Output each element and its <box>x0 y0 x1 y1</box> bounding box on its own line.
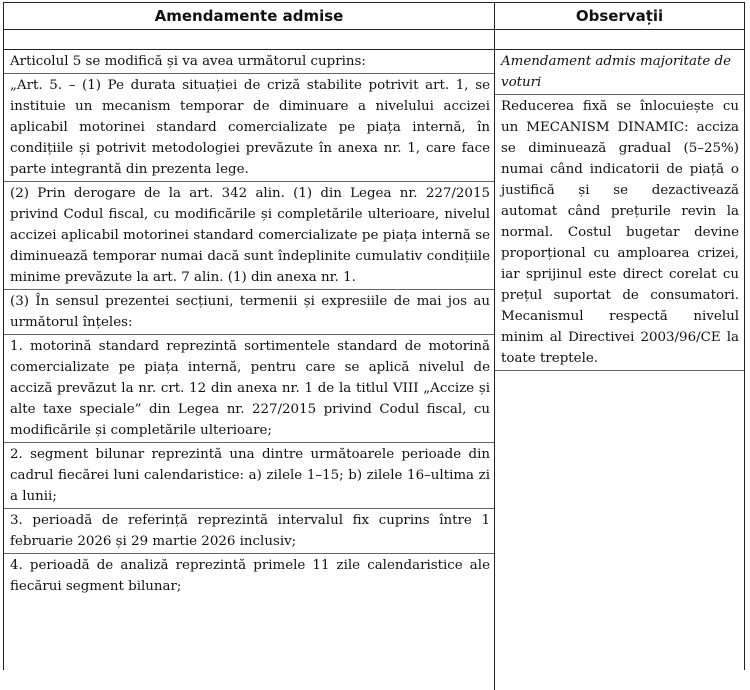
definition-1: 1. motorină standard reprezintă sortimentele standard de motorină comercializate pe piața internă, pentru care se aplică nivelul de acciză prevăzut la nr. crt. 12 din anexa nr. 1 de la titlul VIII „Accize și alte taxe speciale” din Legea nr. 227/2015 privind Codul fiscal, cu modificările și completările ulterioare; <box>4 335 494 443</box>
header-amendments: Amendamente admise <box>4 3 495 30</box>
amendments-table <box>3 2 745 670</box>
definition-3: 3. perioadă de referință reprezintă intervalul fix cuprins între 1 februarie 2026 și 29 martie 2026 inclusiv; <box>4 509 494 554</box>
amendments-column <box>4 50 495 690</box>
amendment-intro: Articolul 5 se modifică și va avea următorul cuprins: <box>4 50 494 74</box>
observation-status: Amendament admis majoritate de voturi <box>495 50 744 95</box>
observations-column <box>495 50 744 690</box>
observation-note: Reducerea fixă se înlocuiește cu un MECANISM DINAMIC: acciza se diminuează gradual (5–25%) numai când indicatorii de piață o justifică și se dezactivează automat când prețurile revin la normal. Costul bugetar devine proporțional cu amploarea crizei, iar sprijinul este direct corelat cu prețul suportat de consumatori. Mecanismul respectă nivelul minim al Directivei 2003/96/CE la toate treptele. <box>495 95 744 371</box>
amendment-paragraph-1: „Art. 5. – (1) Pe durata situației de criză stabilite potrivit art. 1, se instituie un mecanism temporar de diminuare a nivelului accizei aplicabil motorinei standard comercializate pe piața internă, în condițiile și potrivit metodologiei prevăzute în anexa nr. 1, care face parte integrantă din prezenta lege. <box>4 74 494 182</box>
definition-2: 2. segment bilunar reprezintă una dintre următoarele perioade din cadrul fiecărei luni calendaristice: a) zilele 1–15; b) zilele 16–ultima zi a lunii; <box>4 443 494 509</box>
amendment-paragraph-3: (3) În sensul prezentei secțiuni, termenii și expresiile de mai jos au următorul înțeles: <box>4 290 494 335</box>
definition-4: 4. perioadă de analiză reprezintă primele 11 zile calendaristice ale fiecărui segment bilunar; <box>10 558 490 594</box>
spacer-row-right <box>495 30 744 50</box>
spacer-row-left <box>4 30 495 50</box>
header-observations: Observații <box>495 3 744 30</box>
amendment-paragraph-2: (2) Prin derogare de la art. 342 alin. (1) din Legea nr. 227/2015 privind Codul fiscal, cu modificările și completările ulterioare, nivelul accizei aplicabil motorinei standard comercializate pe piața internă se diminuează temporar numai dacă sunt îndeplinite cumulativ condițiile minime prevăzute la art. 7 alin. (1) din anexa nr. 1. <box>4 182 494 290</box>
